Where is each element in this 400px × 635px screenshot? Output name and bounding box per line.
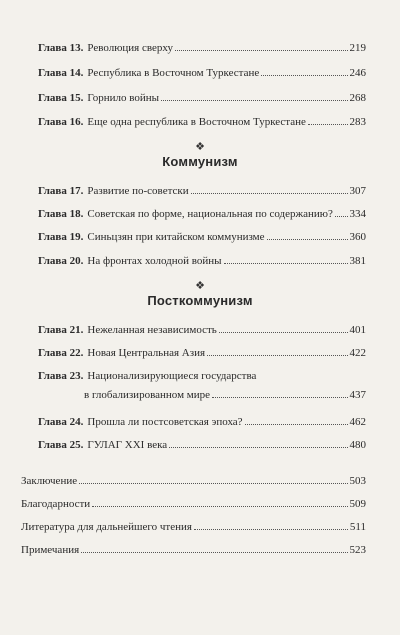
chapter-label: Глава 17. bbox=[38, 185, 84, 197]
page-number: 246 bbox=[349, 67, 366, 79]
chapter-label: Глава 14. bbox=[38, 67, 84, 79]
page-number: 219 bbox=[349, 42, 366, 54]
dot-leader bbox=[245, 424, 348, 425]
dot-leader bbox=[224, 263, 348, 264]
toc-entry bbox=[38, 370, 366, 402]
chapter-title: Революция сверху bbox=[87, 42, 173, 54]
dot-leader bbox=[191, 193, 348, 194]
dot-leader bbox=[207, 355, 347, 356]
chapter-title-continuation: в глобализированном мире bbox=[84, 389, 211, 401]
section-title: Коммунизм bbox=[162, 154, 238, 169]
dot-leader bbox=[261, 75, 347, 76]
page-number: 307 bbox=[349, 185, 366, 197]
page-number: 334 bbox=[349, 208, 366, 220]
chapter-label: Глава 25. bbox=[38, 439, 84, 451]
page-number: 381 bbox=[349, 255, 366, 267]
chapter-label: Глава 23. bbox=[38, 370, 84, 382]
toc-entry bbox=[38, 67, 366, 80]
toc-entry bbox=[38, 92, 366, 105]
backmatter-title: Литература для дальнейшего чтения bbox=[21, 521, 192, 533]
dot-leader bbox=[79, 483, 347, 484]
toc-entry bbox=[38, 231, 366, 244]
backmatter-title: Заключение bbox=[21, 475, 78, 487]
chapter-label: Глава 22. bbox=[38, 347, 84, 359]
section-title: Посткоммунизм bbox=[147, 293, 253, 308]
toc-backmatter-entry bbox=[21, 521, 366, 534]
chapter-title: Национализирующиеся государства bbox=[87, 370, 257, 382]
dot-leader bbox=[212, 397, 347, 398]
dot-leader bbox=[81, 552, 347, 553]
page-number: 268 bbox=[349, 92, 366, 104]
chapter-label: Глава 13. bbox=[38, 42, 84, 54]
dot-leader bbox=[194, 529, 348, 530]
toc-entry bbox=[38, 347, 366, 360]
backmatter-title: Благодарности bbox=[21, 498, 91, 510]
chapter-title: На фронтах холодной войны bbox=[87, 255, 222, 267]
dot-leader bbox=[308, 124, 348, 125]
dot-leader bbox=[219, 332, 348, 333]
ornament-icon: ❖ bbox=[195, 141, 205, 153]
page-number: 462 bbox=[349, 416, 366, 428]
toc-backmatter-entry bbox=[21, 475, 366, 488]
toc-entry bbox=[38, 185, 366, 198]
ornament-icon: ❖ bbox=[195, 280, 205, 292]
chapter-title: Горнило войны bbox=[87, 92, 160, 104]
page-number: 503 bbox=[349, 475, 366, 487]
chapter-label: Глава 16. bbox=[38, 116, 84, 128]
chapter-title: ГУЛАГ XXI века bbox=[87, 439, 168, 451]
page-number: 509 bbox=[349, 498, 366, 510]
toc-entry bbox=[38, 439, 366, 452]
chapter-label: Глава 24. bbox=[38, 416, 84, 428]
chapter-title: Советская по форме, национальная по содержанию? bbox=[87, 208, 333, 220]
dot-leader bbox=[161, 100, 347, 101]
toc-entry bbox=[38, 42, 366, 55]
chapter-title: Новая Центральная Азия bbox=[87, 347, 206, 359]
page-number: 283 bbox=[349, 116, 366, 128]
chapter-title: Республика в Восточном Туркестане bbox=[87, 67, 260, 79]
page-number: 437 bbox=[349, 389, 366, 401]
page-number: 511 bbox=[349, 521, 366, 533]
page-number: 422 bbox=[349, 347, 366, 359]
page-number: 523 bbox=[349, 544, 366, 556]
toc-entry bbox=[38, 208, 366, 221]
toc-entry bbox=[38, 255, 366, 268]
chapter-label: Глава 19. bbox=[38, 231, 84, 243]
toc-entry bbox=[38, 416, 366, 429]
backmatter-title: Примечания bbox=[21, 544, 80, 556]
toc-backmatter-entry bbox=[21, 544, 366, 557]
chapter-label: Глава 21. bbox=[38, 324, 84, 336]
dot-leader bbox=[169, 447, 347, 448]
chapter-title: Прошла ли постсоветская эпоха? bbox=[87, 416, 243, 428]
chapter-label: Глава 15. bbox=[38, 92, 84, 104]
page-number: 360 bbox=[349, 231, 366, 243]
chapter-title: Синьцзян при китайском коммунизме bbox=[87, 231, 265, 243]
chapter-label: Глава 20. bbox=[38, 255, 84, 267]
page-number: 401 bbox=[349, 324, 366, 336]
chapter-title: Развитие по-советски bbox=[87, 185, 189, 197]
dot-leader bbox=[267, 239, 348, 240]
toc-backmatter-entry bbox=[21, 498, 366, 511]
toc-entry bbox=[38, 116, 366, 129]
dot-leader bbox=[335, 216, 348, 217]
chapter-title: Еще одна республика в Восточном Туркестане bbox=[87, 116, 306, 128]
toc-entry bbox=[38, 324, 366, 337]
dot-leader bbox=[175, 50, 348, 51]
chapter-title: Нежеланная независимость bbox=[87, 324, 217, 336]
dot-leader bbox=[92, 506, 347, 507]
chapter-label: Глава 18. bbox=[38, 208, 84, 220]
page-number: 480 bbox=[349, 439, 366, 451]
